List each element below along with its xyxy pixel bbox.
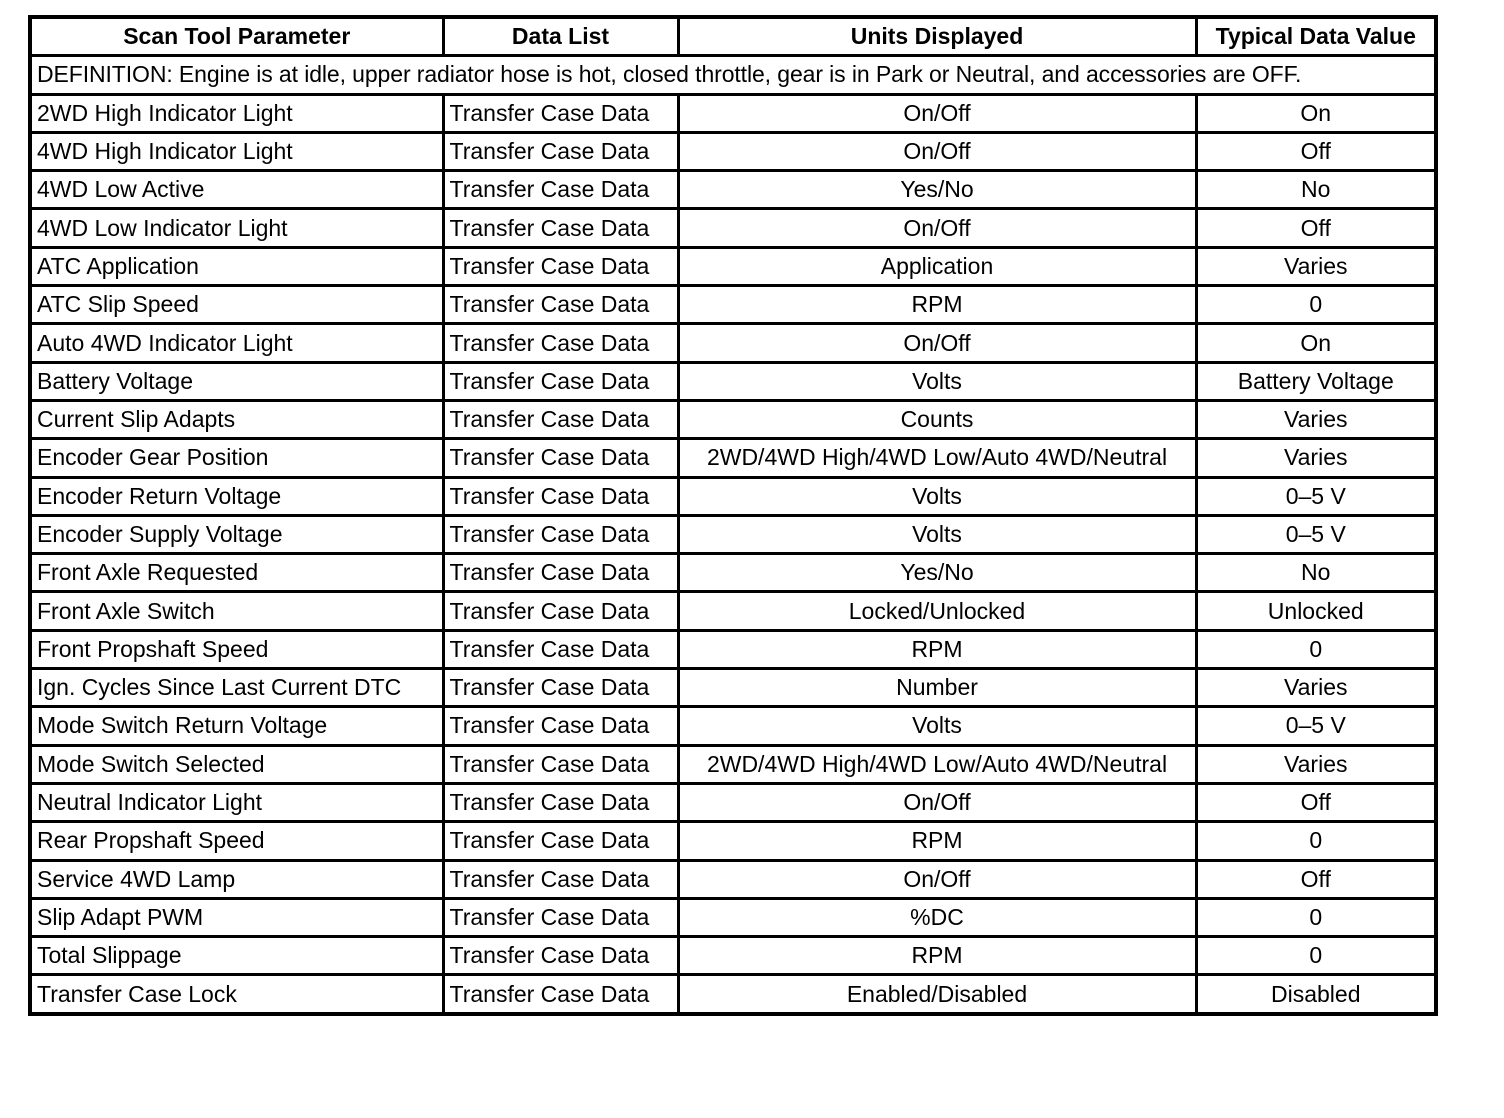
cell-data-list: Transfer Case Data (443, 860, 678, 898)
table-row (30, 209, 1436, 247)
cell-data-list: Transfer Case Data (443, 132, 678, 170)
header-scan-tool-parameter: Scan Tool Parameter (30, 17, 443, 56)
cell-data-list: Transfer Case Data (443, 515, 678, 553)
table-row (30, 477, 1436, 515)
table-row (30, 439, 1436, 477)
cell-data-list: Transfer Case Data (443, 477, 678, 515)
table-row (30, 400, 1436, 438)
cell-parameter: 2WD High Indicator Light (30, 94, 443, 132)
cell-parameter: Total Slippage (30, 937, 443, 975)
cell-typical-value: Unlocked (1196, 592, 1436, 630)
cell-typical-value: On (1196, 94, 1436, 132)
cell-units: RPM (678, 286, 1196, 324)
table-row (30, 362, 1436, 400)
table-row (30, 822, 1436, 860)
cell-units: Volts (678, 707, 1196, 745)
table-row (30, 975, 1436, 1014)
cell-typical-value: On (1196, 324, 1436, 362)
table-row (30, 898, 1436, 936)
cell-typical-value: 0 (1196, 937, 1436, 975)
table-row (30, 515, 1436, 553)
cell-parameter: ATC Slip Speed (30, 286, 443, 324)
definition-row (30, 56, 1436, 94)
cell-parameter: Service 4WD Lamp (30, 860, 443, 898)
cell-typical-value: No (1196, 171, 1436, 209)
cell-parameter: 4WD Low Active (30, 171, 443, 209)
cell-typical-value: 0–5 V (1196, 477, 1436, 515)
cell-typical-value: Varies (1196, 745, 1436, 783)
cell-units: On/Off (678, 209, 1196, 247)
cell-units: Volts (678, 362, 1196, 400)
cell-data-list: Transfer Case Data (443, 898, 678, 936)
cell-units: RPM (678, 630, 1196, 668)
cell-typical-value: Battery Voltage (1196, 362, 1436, 400)
table-row (30, 860, 1436, 898)
header-typical-data-value: Typical Data Value (1196, 17, 1436, 56)
cell-parameter: Ign. Cycles Since Last Current DTC (30, 669, 443, 707)
cell-typical-value: Varies (1196, 400, 1436, 438)
table-row (30, 286, 1436, 324)
cell-typical-value: 0–5 V (1196, 515, 1436, 553)
table-row (30, 745, 1436, 783)
cell-units: Number (678, 669, 1196, 707)
cell-parameter: Encoder Gear Position (30, 439, 443, 477)
cell-data-list: Transfer Case Data (443, 439, 678, 477)
cell-data-list: Transfer Case Data (443, 247, 678, 285)
cell-units: Locked/Unlocked (678, 592, 1196, 630)
table-row (30, 937, 1436, 975)
table-row (30, 669, 1436, 707)
cell-parameter: Front Axle Switch (30, 592, 443, 630)
definition-text: DEFINITION: Engine is at idle, upper radiator hose is hot, closed throttle, gear is in Park or Neutral, and accessories are OFF. (30, 56, 1436, 94)
header-row (30, 17, 1436, 56)
header-units-displayed: Units Displayed (678, 17, 1196, 56)
cell-data-list: Transfer Case Data (443, 94, 678, 132)
cell-parameter: Front Axle Requested (30, 554, 443, 592)
cell-parameter: Auto 4WD Indicator Light (30, 324, 443, 362)
cell-typical-value: No (1196, 554, 1436, 592)
cell-parameter: Rear Propshaft Speed (30, 822, 443, 860)
cell-units: 2WD/4WD High/4WD Low/Auto 4WD/Neutral (678, 439, 1196, 477)
cell-typical-value: 0 (1196, 286, 1436, 324)
cell-typical-value: Off (1196, 209, 1436, 247)
cell-units: Yes/No (678, 171, 1196, 209)
cell-units: Enabled/Disabled (678, 975, 1196, 1014)
cell-units: %DC (678, 898, 1196, 936)
cell-data-list: Transfer Case Data (443, 975, 678, 1014)
table-body (30, 56, 1436, 1014)
cell-typical-value: Disabled (1196, 975, 1436, 1014)
cell-data-list: Transfer Case Data (443, 286, 678, 324)
cell-units: On/Off (678, 94, 1196, 132)
cell-units: Volts (678, 477, 1196, 515)
table-row (30, 783, 1436, 821)
cell-typical-value: Varies (1196, 439, 1436, 477)
cell-parameter: Slip Adapt PWM (30, 898, 443, 936)
cell-parameter: Mode Switch Return Voltage (30, 707, 443, 745)
cell-data-list: Transfer Case Data (443, 324, 678, 362)
table-row (30, 630, 1436, 668)
table-row (30, 707, 1436, 745)
cell-units: Application (678, 247, 1196, 285)
cell-units: On/Off (678, 783, 1196, 821)
cell-data-list: Transfer Case Data (443, 822, 678, 860)
cell-units: On/Off (678, 324, 1196, 362)
cell-typical-value: 0 (1196, 898, 1436, 936)
cell-data-list: Transfer Case Data (443, 783, 678, 821)
cell-typical-value: Varies (1196, 669, 1436, 707)
cell-units: RPM (678, 937, 1196, 975)
table-row (30, 247, 1436, 285)
table-row (30, 171, 1436, 209)
cell-data-list: Transfer Case Data (443, 745, 678, 783)
cell-parameter: Current Slip Adapts (30, 400, 443, 438)
cell-data-list: Transfer Case Data (443, 554, 678, 592)
cell-typical-value: 0 (1196, 630, 1436, 668)
cell-data-list: Transfer Case Data (443, 669, 678, 707)
cell-parameter: Neutral Indicator Light (30, 783, 443, 821)
cell-parameter: Transfer Case Lock (30, 975, 443, 1014)
table-row (30, 554, 1436, 592)
table-row (30, 132, 1436, 170)
table-row (30, 324, 1436, 362)
cell-units: On/Off (678, 132, 1196, 170)
scan-tool-data-table (28, 15, 1438, 1016)
cell-units: On/Off (678, 860, 1196, 898)
cell-parameter: Mode Switch Selected (30, 745, 443, 783)
cell-parameter: 4WD High Indicator Light (30, 132, 443, 170)
cell-units: 2WD/4WD High/4WD Low/Auto 4WD/Neutral (678, 745, 1196, 783)
cell-parameter: Encoder Supply Voltage (30, 515, 443, 553)
cell-parameter: Encoder Return Voltage (30, 477, 443, 515)
cell-data-list: Transfer Case Data (443, 630, 678, 668)
cell-units: Yes/No (678, 554, 1196, 592)
cell-data-list: Transfer Case Data (443, 400, 678, 438)
cell-data-list: Transfer Case Data (443, 209, 678, 247)
cell-units: RPM (678, 822, 1196, 860)
cell-typical-value: 0–5 V (1196, 707, 1436, 745)
cell-typical-value: Off (1196, 132, 1436, 170)
cell-data-list: Transfer Case Data (443, 592, 678, 630)
cell-typical-value: 0 (1196, 822, 1436, 860)
cell-typical-value: Off (1196, 783, 1436, 821)
cell-parameter: ATC Application (30, 247, 443, 285)
table-row (30, 592, 1436, 630)
cell-units: Counts (678, 400, 1196, 438)
cell-data-list: Transfer Case Data (443, 171, 678, 209)
table-row (30, 94, 1436, 132)
header-data-list: Data List (443, 17, 678, 56)
cell-data-list: Transfer Case Data (443, 937, 678, 975)
cell-data-list: Transfer Case Data (443, 707, 678, 745)
cell-parameter: Front Propshaft Speed (30, 630, 443, 668)
cell-units: Volts (678, 515, 1196, 553)
cell-parameter: 4WD Low Indicator Light (30, 209, 443, 247)
cell-parameter: Battery Voltage (30, 362, 443, 400)
cell-data-list: Transfer Case Data (443, 362, 678, 400)
cell-typical-value: Off (1196, 860, 1436, 898)
cell-typical-value: Varies (1196, 247, 1436, 285)
